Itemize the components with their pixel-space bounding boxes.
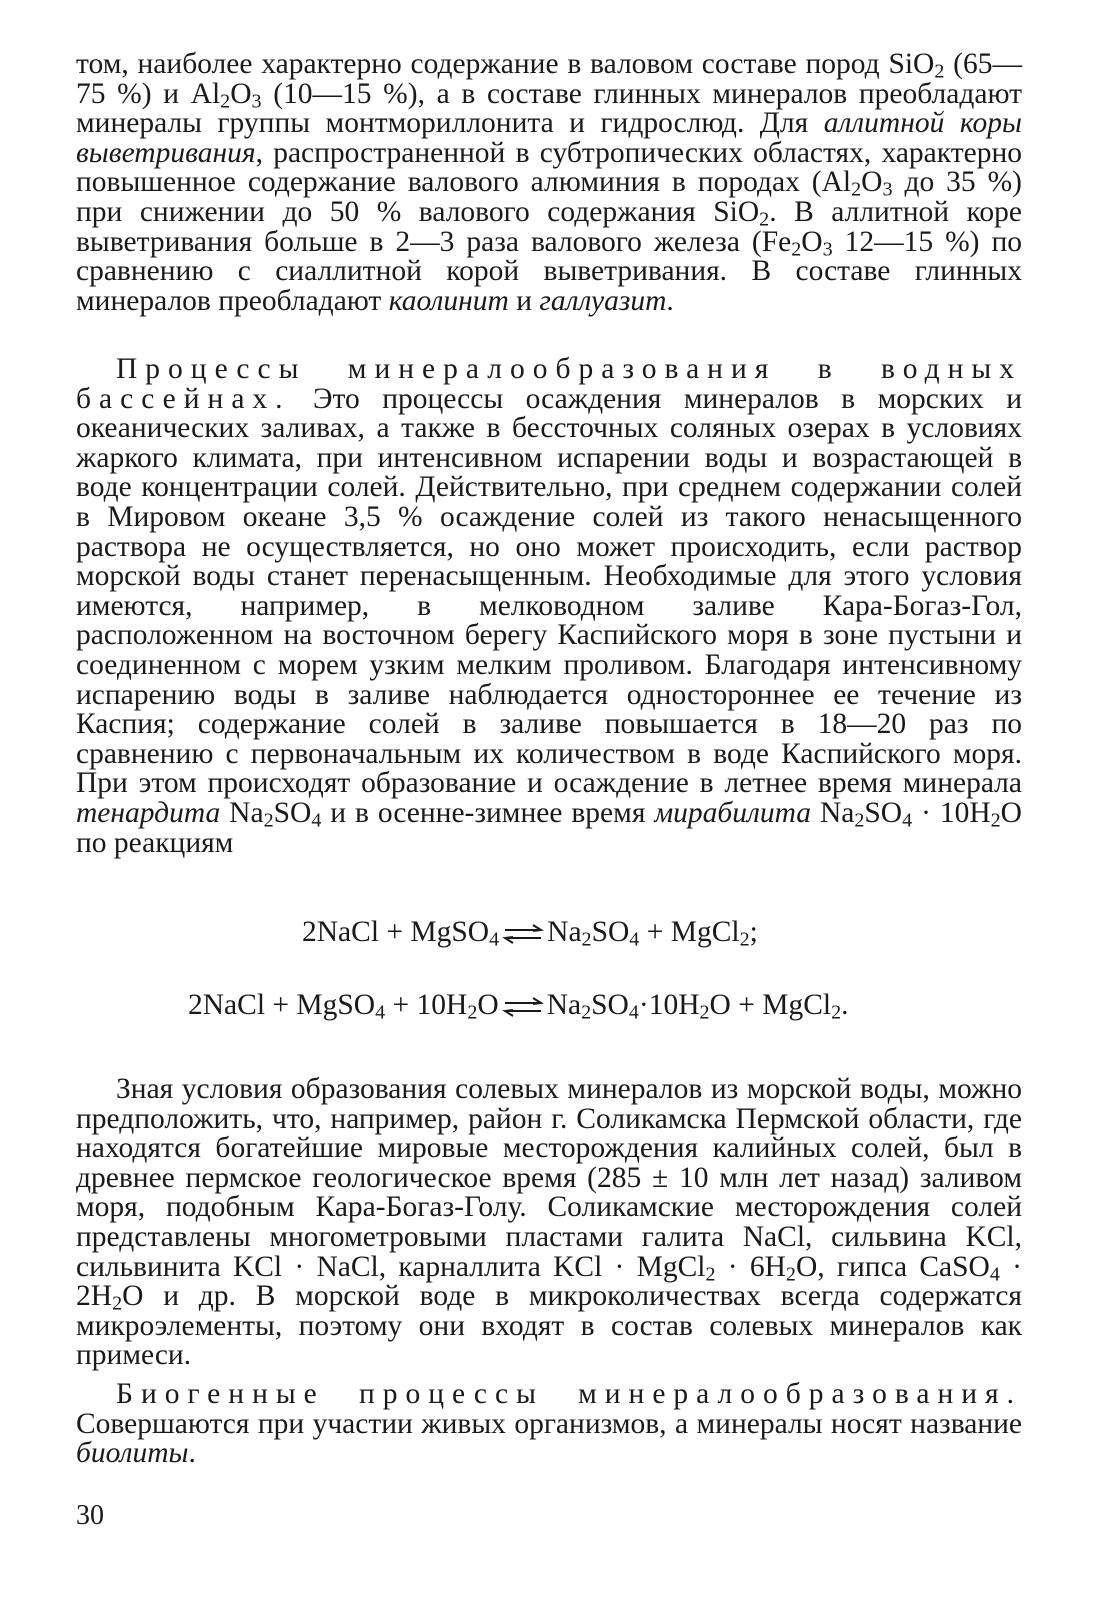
- paragraph-solikamsk: Зная условия образования солевых минералов из морской воды, можно предположить, что, например, район г. Соликамска Пермской области, где находятся богатейшие мировые месторождения калийных солей, был в древнее пермское геологическое время (285 ± 10 млн лет назад) заливом моря, подобным Кара-Богаз-Голу. Соликамские месторождения солей представлены многометровыми пластами галита NaCl, сильвина KCl, сильвинита KCl · NaCl, карналлита KCl · MgCl$_2$ · $6H_2O$, гипса CaSO$_4$ · $2H_2O$ и др. В морской воде в микроколичествах всегда содержатся микроэлементы, поэтому они входят в состав солевых минералов как примеси.: [76, 1073, 1022, 1372]
- text-run: до 35 %) при снижении до 50 % валового содержания SiO: [76, 166, 1022, 228]
- term-kaolinite: каолинит: [388, 284, 509, 317]
- page-number: 30: [76, 1500, 104, 1531]
- text-run: 12—15 %) по сравнению с сиаллитной корой выветривания. В составе глинных минералов преобладают: [76, 225, 1023, 317]
- text-run: · 10H: [912, 796, 991, 829]
- reaction-formula-2: 2NaCl + MgSO$_4$ + $10H_2O$ $Na_2SO_4\cdot 10H_2O$ + MgCl$_2$.: [188, 989, 849, 1024]
- paragraph-weathering: том, наиболее характерно содержание в валовом составе пород SiO$_2$ (65—75 %) и $Al_2O_3$ (10—15 %), а в составе глинных минералов преобладают минералы группы монтмориллонита и гидрослюд. Для аллитной коры выветривания, распространенной в субтропических областях, характерно повышенное содержание валового алюминия в породах ($Al_2O_3$ до 35 %) при снижении до 50 % валового содержания SiO$_2$. В аллитной коре выветривания больше в 2—3 раза валового железа ($Fe_2O_3$ 12—15 %) по сравнению с сиаллитной корой выветривания. В составе глинных минералов преобладают каолинит и галлуазит.: [76, 48, 1023, 317]
- text-run: .: [841, 989, 849, 1021]
- text-run: + MgCl: [639, 916, 740, 948]
- paragraph-biogenic: [76, 1380, 1022, 1469]
- text-run: .: [188, 1437, 196, 1470]
- term-halloysite: галлуазит: [539, 284, 667, 317]
- term-mirabilite: мирабилита: [654, 796, 812, 829]
- text-run: Совершаются при участии живых организмов, а минералы носят название: [76, 1407, 1022, 1440]
- text-run: , распространенной в субтропических областях, характерно повышенное содержание валового алюминия в породах (Al: [76, 136, 1022, 199]
- text-run: O: [477, 989, 499, 1021]
- term-allite-crust: аллитной коры выветривания: [76, 107, 1022, 169]
- term-thenardite: тенардита: [76, 796, 221, 829]
- text-run: + 10H: [385, 989, 468, 1021]
- text-run: O + MgCl: [709, 989, 832, 1021]
- paragraph-water-basins: Процессы минералообразования в водных бассейнах. Это процессы осаждения минералов в морских и океанических заливах, а также в бессточных соляных озерах в условиях жаркого климата, при интенсивном испарении воды и возрастающей в воде концентрации солей. Действительно, при среднем содержании солей в Мировом океане 3,5 % осаждение солей из такого ненасыщенного раствора не осуществляется, но оно может происходить, если раствор морской воды станет перенасыщенным. Необходимые для этого условия имеются, например, в мелководном заливе Кара-Богаз-Гол, расположенном на восточном берегу Каспийского моря в зоне пустыни и соединенном с морем узким мелким проливом. Благодаря интенсивному испарению воды в заливе наблюдается одностороннее ее течение из Каспия; содержание солей в заливе повышается в 18—20 раз по сравнению с первоначальным их количеством в воде Каспийского моря. При этом происходят образование и осаждение в летнее время минерала тенардита $Na_2SO_4$ и в осенне-зимнее время мирабилита $Na_2SO_4 \cdot 10H_2O$ по реакциям: [76, 353, 1022, 859]
- text-run: и: [508, 284, 540, 317]
- text-run: Na: [547, 916, 582, 948]
- text-run: (10—15 %), а в составе глинных минералов преобладают минералы группы монтмориллонита и гидрослюд. Для: [76, 77, 1023, 140]
- text-run: SiO: [888, 48, 935, 80]
- text-run: SO: [591, 916, 630, 948]
- text-run: SO: [591, 989, 629, 1021]
- text-run: Na: [811, 796, 855, 829]
- text-run: ;: [749, 916, 758, 948]
- text-run: O, гипса CaSO: [795, 1250, 990, 1283]
- equilibrium-arrows-icon: [501, 923, 545, 945]
- text-run: Это процессы осаждения минералов в морских и океанических заливах, а также в бессточных соляных озерах в условиях жаркого климата, при интенсивном испарении воды и возрастающей в воде концентрации солей. Действительно, при среднем содержании солей в Мировом океане 3,5 % осаждение солей из такого ненасыщенного раствора не осуществляется, но оно может происходить, если раствор морской воды станет перенасыщенным. Необходимые для этого условия имеются, например, в мелководном заливе Кара-Богаз-Гол, расположенном на восточном берегу Каспийского моря в зоне пустыни и соединенном с морем узким мелким проливом. Благодаря интенсивному испарению воды в заливе наблюдается одностороннее ее течение из Каспия; содержание солей в заливе повышается в 18—20 раз по сравнению с первоначальным их количеством в воде Каспийского моря. При этом происходят образование и осаждение в летнее время минерала: [76, 382, 1022, 800]
- text-run: Na: [546, 989, 582, 1021]
- section-heading-water-basins: Процессы минералообразования в водных бассейнах.: [76, 353, 1022, 415]
- text-run: O: [801, 225, 823, 258]
- text-run: ·10H: [638, 989, 700, 1021]
- text-run: O: [861, 166, 883, 199]
- text-run: (65—75 %) и Al: [76, 48, 1023, 110]
- section-heading-biogenic: Биогенные процессы минералообразования.: [116, 1378, 1022, 1410]
- term-biolites: биолиты: [76, 1437, 189, 1470]
- text-run: · 2H: [76, 1250, 1022, 1313]
- text-run: .: [666, 284, 674, 317]
- text-run: . В аллитной коре выветривания больше в 2—3 раза валового железа (Fe: [76, 195, 1022, 258]
- text-run: Зная условия образования солевых минералов из морской воды, можно предположить, что, например, район г. Соликамска Пермской области, где находятся богатейшие мировые месторождения калийных солей, был в древнее пермское геологическое время (285 ± 10 млн лет назад) заливом моря, подобным Кара-Богаз-Голу. Соликамские месторождения солей представлены многометровыми пластами галита NaCl, сильвина KCl, сильвинита KCl · NaCl, карналлита KCl · MgCl: [76, 1073, 1022, 1283]
- text-run: 2NaCl + MgSO: [302, 916, 490, 948]
- text-run: O: [230, 77, 252, 110]
- text-run: SO: [273, 796, 312, 829]
- text-run: том, наиболее характерно содержание в валовом составе пород: [76, 48, 889, 80]
- text-run: Na: [220, 796, 264, 829]
- reaction-formula-1: 2NaCl + MgSO$_4$ $Na_2SO_4$ + MgCl$_2$;: [302, 916, 758, 951]
- equilibrium-arrows-icon: [501, 996, 545, 1018]
- text-run: SO: [864, 796, 903, 829]
- text-run: · 6H: [715, 1250, 786, 1283]
- text-run: O и др. В морской воде в микроколичествах всегда содержатся микроэлементы, поэтому они входят в состав солевых минералов как примеси.: [76, 1280, 1022, 1372]
- text-run: O по реакциям: [76, 796, 1022, 859]
- text-run: и в осенне-зимнее время: [321, 796, 655, 829]
- text-run: 2NaCl + MgSO: [188, 989, 376, 1021]
